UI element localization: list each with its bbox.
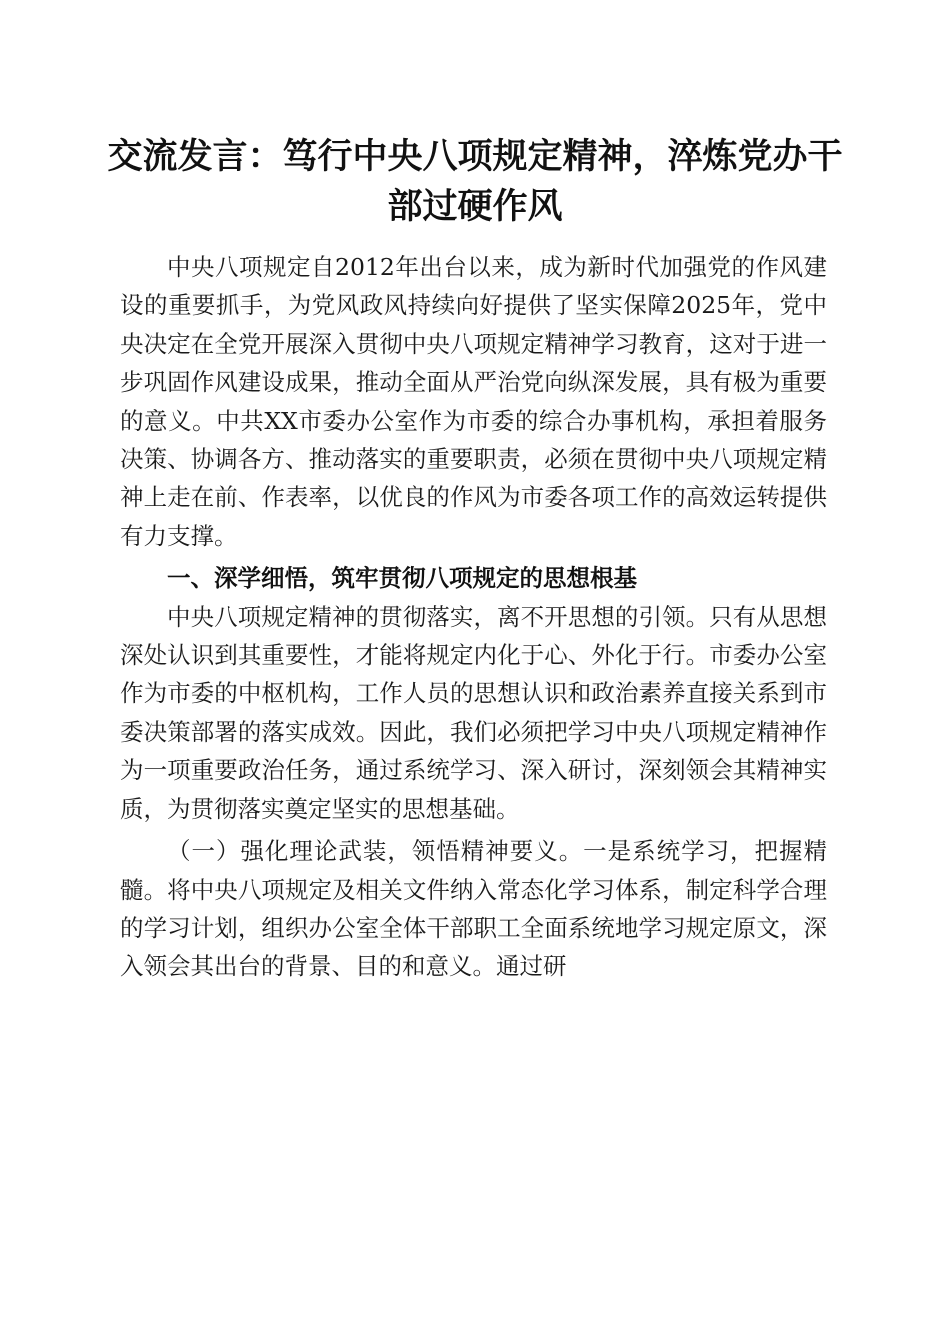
intro-paragraph: 中央八项规定自2012年出台以来，成为新时代加强党的作风建设的重要抓手，为党风政风持续向好提供了坚实保障2025年，党中央决定在全党开展深入贯彻中央八项规定精神学习教育，这对于进一步巩固作风建设成果，推动全面从严治党向纵深发展，具有极为重要的意义。中共XX市委办公室作为市委的综合办事机构，承担着服务决策、协调各方、推动落实的重要职责，必须在贯彻中央八项规定精神上走在前、作表率，以优良的作风为市委各项工作的高效运转提供有力支撑。	[120, 253, 827, 550]
document-title: 交流发言：笃行中央八项规定精神，淬炼党办干部过硬作风	[107, 136, 843, 227]
document-body	[120, 248, 827, 986]
section-1-heading: 一、深学细悟，筑牢贯彻八项规定的思想根基	[167, 564, 637, 593]
section-1-paragraph: 中央八项规定精神的贯彻落实，离不开思想的引领。只有从思想深处认识到其重要性，才能将规定内化于心、外化于行。市委办公室作为市委的中枢机构，工作人员的思想认识和政治素养直接关系到市委决策部署的落实成效。因此，我们必须把学习中央八项规定精神作为一项重要政治任务，通过系统学习、深入研讨，深刻领会其精神实质，为贯彻落实奠定坚实的思想基础。	[120, 602, 827, 823]
subsection-1-paragraph: （一）强化理论武装，领悟精神要义。一是系统学习，把握精髓。将中央八项规定及相关文件纳入常态化学习体系，制定科学合理的学习计划，组织办公室全体干部职工全面系统地学习规定原文，深入领会其出台的背景、目的和意义。通过研	[120, 837, 827, 981]
